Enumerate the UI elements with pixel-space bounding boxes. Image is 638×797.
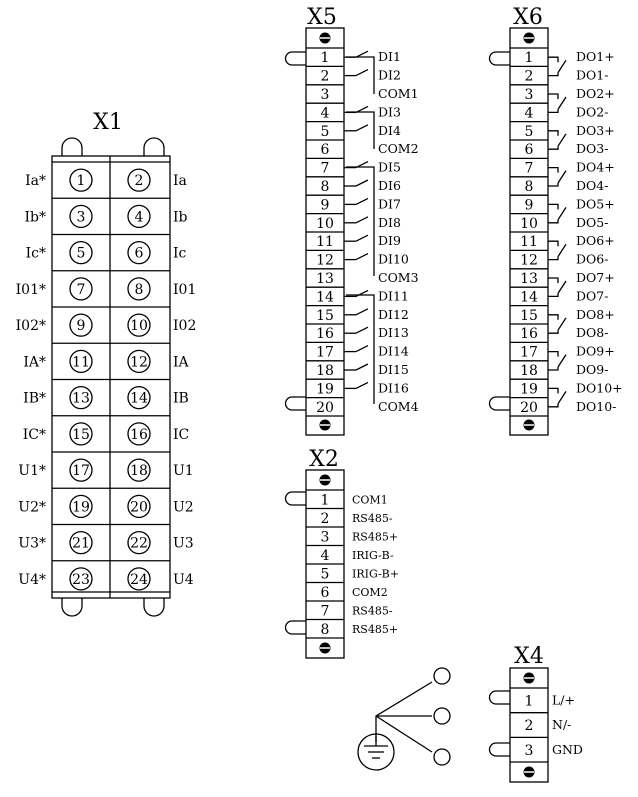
x1-label-22: U3 bbox=[173, 535, 194, 552]
x6-label-5: DO3+ bbox=[576, 122, 615, 138]
x5-screw-bottom bbox=[320, 420, 331, 431]
x5-pin-13: 13 bbox=[316, 271, 334, 287]
x1-pin-number-16: 16 bbox=[130, 426, 148, 443]
x1-label-8: I01 bbox=[173, 281, 197, 298]
x1-pin-number-2: 2 bbox=[134, 173, 144, 190]
x1-pin-number-22: 22 bbox=[130, 535, 148, 552]
x1-pin-number-21: 21 bbox=[72, 535, 90, 552]
x1-pin-number-17: 17 bbox=[72, 463, 90, 480]
x5-label-17: DI14 bbox=[378, 343, 409, 359]
x6-title: X6 bbox=[513, 5, 543, 30]
x6-label-9: DO5+ bbox=[576, 196, 615, 212]
x5-label-12: DI10 bbox=[378, 251, 409, 267]
x1-pin-number-13: 13 bbox=[72, 390, 90, 407]
x6-contact-5 bbox=[548, 204, 558, 209]
x6-pin-7: 7 bbox=[524, 160, 534, 177]
x5-screw-top bbox=[320, 33, 331, 44]
x6-clip-top bbox=[490, 52, 511, 65]
x6-label-6: DO3- bbox=[576, 141, 609, 157]
x6-rows bbox=[510, 49, 623, 416]
x2-pin-1: 1 bbox=[320, 492, 330, 509]
x1-title: X1 bbox=[93, 110, 123, 135]
x6-label-10: DO5- bbox=[576, 214, 609, 230]
x1-label-1: Ia* bbox=[25, 173, 46, 190]
x2-rows bbox=[306, 492, 399, 638]
x1-label-13: IB* bbox=[23, 390, 46, 407]
x5-label-13: COM3 bbox=[378, 270, 419, 285]
x5-pin-20: 20 bbox=[316, 399, 334, 416]
x1-label-20: U2 bbox=[173, 499, 194, 516]
x5-label-9: DI7 bbox=[378, 196, 401, 212]
x5-terminal-block bbox=[286, 5, 419, 435]
x5-pin-3: 3 bbox=[320, 87, 330, 103]
x6-contact-2 bbox=[548, 94, 558, 99]
x1-label-6: Ic bbox=[173, 245, 187, 262]
x5-pin-6: 6 bbox=[320, 142, 330, 159]
x6-terminal-block bbox=[490, 5, 623, 435]
x2-label-4: IRIG-B- bbox=[352, 548, 394, 562]
x6-contact-4 bbox=[548, 168, 558, 173]
x1-pin-number-24: 24 bbox=[130, 571, 148, 588]
x1-label-12: IA bbox=[173, 354, 189, 371]
x2-label-8: RS485+ bbox=[352, 622, 399, 636]
x6-label-1: DO1+ bbox=[576, 49, 615, 65]
x1-label-16: IC bbox=[173, 426, 190, 443]
x6-pin-14: 14 bbox=[520, 289, 538, 306]
x5-label-2: DI2 bbox=[378, 67, 401, 83]
x5-pin-7: 7 bbox=[320, 160, 330, 177]
x6-pin-17: 17 bbox=[520, 344, 538, 361]
x6-label-20: DO10- bbox=[576, 398, 617, 414]
x5-pin-11: 11 bbox=[316, 234, 334, 251]
x2-pin-6: 6 bbox=[320, 584, 330, 601]
x6-pin-16: 16 bbox=[520, 326, 538, 343]
x2-title: X2 bbox=[309, 447, 339, 472]
x2-clip-bottom bbox=[286, 621, 306, 634]
x5-pin-9: 9 bbox=[320, 197, 330, 214]
x6-label-16: DO8- bbox=[576, 325, 609, 341]
x5-pin-16: 16 bbox=[316, 326, 334, 343]
x4-pin-2: 2 bbox=[524, 718, 534, 735]
x5-label-16: DI13 bbox=[378, 325, 409, 341]
x6-label-18: DO9- bbox=[576, 362, 609, 377]
x5-label-4: DI3 bbox=[378, 104, 401, 120]
x2-pin-3: 3 bbox=[320, 529, 330, 546]
x6-label-13: DO7+ bbox=[576, 270, 615, 285]
x1-label-24: U4 bbox=[173, 571, 194, 588]
x4-screw-bottom bbox=[524, 767, 535, 778]
x6-pin-15: 15 bbox=[520, 307, 538, 324]
x1-label-11: IA* bbox=[23, 354, 46, 371]
x1-pin-number-19: 19 bbox=[72, 499, 90, 516]
x4-rows bbox=[510, 692, 583, 758]
x4-label-3: GND bbox=[552, 741, 583, 757]
x6-label-7: DO4+ bbox=[576, 159, 615, 175]
x1-pin-number-10: 10 bbox=[130, 318, 148, 335]
x2-pin-7: 7 bbox=[320, 603, 330, 620]
x1-ear-top-right bbox=[144, 138, 164, 156]
x2-terminal-block bbox=[286, 447, 399, 658]
x6-contact-6 bbox=[548, 241, 558, 246]
x4-screw-top bbox=[524, 673, 535, 684]
x2-label-3: RS485+ bbox=[352, 530, 399, 544]
x6-contact-10 bbox=[548, 388, 558, 393]
x5-pin-2: 2 bbox=[320, 68, 330, 85]
x6-contact-3 bbox=[548, 131, 558, 136]
x1-ear-top-left bbox=[62, 138, 82, 156]
x1-label-23: U4* bbox=[18, 571, 46, 588]
x1-body bbox=[52, 156, 170, 598]
x6-label-11: DO6+ bbox=[576, 233, 615, 249]
x6-contact-1 bbox=[548, 57, 558, 62]
ground-icon bbox=[358, 668, 450, 770]
x4-label-1: L/+ bbox=[552, 692, 575, 708]
x6-pin-11: 11 bbox=[520, 234, 538, 251]
x1-label-21: U3* bbox=[18, 535, 46, 552]
x6-pin-3: 3 bbox=[524, 87, 534, 103]
x1-label-19: U2* bbox=[18, 499, 46, 516]
x5-pin-5: 5 bbox=[320, 123, 330, 140]
x5-pin-1: 1 bbox=[320, 50, 330, 67]
x5-pin-17: 17 bbox=[316, 344, 334, 361]
x5-clip-top bbox=[286, 52, 306, 65]
x2-pin-4: 4 bbox=[320, 547, 330, 564]
x6-label-12: DO6- bbox=[576, 251, 609, 267]
x1-pin-number-12: 12 bbox=[130, 354, 148, 371]
x1-label-17: U1* bbox=[18, 463, 46, 480]
x6-screw-bottom bbox=[524, 420, 535, 431]
x6-label-4: DO2- bbox=[576, 104, 609, 120]
x4-terminal-block bbox=[490, 644, 583, 782]
x1-label-3: Ib* bbox=[24, 209, 46, 226]
x2-pin-5: 5 bbox=[320, 566, 330, 583]
x1-label-14: IB bbox=[173, 390, 189, 407]
x2-label-2: RS485- bbox=[352, 511, 393, 525]
x1-pin-number-3: 3 bbox=[76, 209, 86, 226]
x6-label-17: DO9+ bbox=[576, 343, 615, 359]
x5-label-1: DI1 bbox=[378, 49, 401, 65]
x5-pin-19: 19 bbox=[316, 381, 334, 398]
x5-label-11: DI9 bbox=[378, 233, 401, 249]
x1-pin-number-23: 23 bbox=[72, 571, 90, 588]
x1-rows bbox=[16, 169, 197, 590]
x6-pin-18: 18 bbox=[520, 363, 538, 379]
x1-pin-number-20: 20 bbox=[130, 499, 148, 516]
x5-label-15: DI12 bbox=[378, 306, 409, 322]
x1-pin-number-7: 7 bbox=[76, 281, 86, 298]
x1-label-15: IC* bbox=[22, 426, 46, 443]
x2-label-1: COM1 bbox=[352, 493, 388, 507]
x2-pin-8: 8 bbox=[320, 621, 330, 638]
x6-pin-8: 8 bbox=[524, 179, 534, 195]
x2-label-5: IRIG-B+ bbox=[352, 567, 399, 581]
x1-pin-number-15: 15 bbox=[72, 426, 90, 443]
x5-label-6: COM2 bbox=[378, 141, 419, 157]
x1-pin-number-14: 14 bbox=[130, 390, 148, 407]
x4-clip-bottom bbox=[490, 743, 511, 756]
x6-label-15: DO8+ bbox=[576, 306, 615, 322]
x6-label-19: DO10+ bbox=[576, 380, 623, 396]
x5-title: X5 bbox=[307, 5, 337, 30]
x2-clip-top bbox=[286, 492, 306, 505]
x6-pin-13: 13 bbox=[520, 271, 538, 287]
x1-label-7: I01* bbox=[15, 281, 46, 298]
x5-rows bbox=[306, 49, 419, 416]
x5-label-19: DI16 bbox=[378, 380, 409, 396]
x6-pin-2: 2 bbox=[524, 68, 534, 85]
x5-label-7: DI5 bbox=[378, 159, 401, 175]
x5-pin-15: 15 bbox=[316, 307, 334, 324]
x6-contact-7 bbox=[548, 278, 558, 283]
x5-clip-bottom bbox=[286, 397, 306, 410]
x5-label-10: DI8 bbox=[378, 214, 401, 230]
x1-ear-bottom-right bbox=[144, 598, 164, 616]
x6-screw-top bbox=[524, 33, 535, 44]
x1-pin-number-5: 5 bbox=[76, 245, 86, 262]
x1-pin-number-8: 8 bbox=[134, 281, 144, 298]
x2-screw-bottom bbox=[320, 643, 331, 654]
x2-screw-top bbox=[320, 475, 331, 486]
x6-contact-9 bbox=[548, 352, 558, 357]
x5-pin-8: 8 bbox=[320, 179, 330, 195]
x5-label-14: DI11 bbox=[378, 288, 409, 304]
x6-pin-12: 12 bbox=[520, 252, 538, 269]
x5-pin-4: 4 bbox=[320, 105, 330, 122]
x2-label-7: RS485- bbox=[352, 604, 393, 618]
x5-pin-14: 14 bbox=[316, 289, 334, 306]
x5-pin-10: 10 bbox=[316, 215, 334, 232]
x1-label-5: Ic* bbox=[25, 245, 46, 262]
x4-pin-1: 1 bbox=[524, 693, 534, 710]
x6-pin-20: 20 bbox=[520, 399, 538, 416]
x5-pin-12: 12 bbox=[316, 252, 334, 269]
x1-label-18: U1 bbox=[173, 463, 194, 480]
x6-contact-8 bbox=[548, 315, 558, 320]
x5-contacts bbox=[344, 51, 368, 388]
x1-label-2: Ia bbox=[173, 173, 187, 190]
x1-pin-number-1: 1 bbox=[76, 173, 86, 190]
x1-label-4: Ib bbox=[173, 209, 188, 226]
x6-pin-6: 6 bbox=[524, 142, 534, 159]
x6-label-2: DO1- bbox=[576, 67, 609, 83]
x1-pin-number-11: 11 bbox=[72, 354, 90, 371]
x5-pin-18: 18 bbox=[316, 363, 334, 379]
x4-title: X4 bbox=[514, 644, 544, 669]
x6-label-3: DO2+ bbox=[576, 86, 615, 101]
x1-terminal-block bbox=[16, 110, 197, 616]
x5-label-8: DI6 bbox=[378, 178, 401, 193]
x6-pin-1: 1 bbox=[524, 50, 534, 67]
x1-pin-number-9: 9 bbox=[76, 318, 86, 335]
x2-pin-2: 2 bbox=[320, 510, 330, 527]
x1-pin-number-18: 18 bbox=[130, 463, 148, 480]
x6-contacts bbox=[548, 57, 566, 407]
x6-label-14: DO7- bbox=[576, 288, 609, 304]
x5-label-3: COM1 bbox=[378, 86, 419, 101]
x1-pin-number-4: 4 bbox=[134, 209, 144, 226]
x5-label-20: COM4 bbox=[378, 398, 419, 414]
x2-label-6: COM2 bbox=[352, 585, 388, 599]
x5-label-18: DI15 bbox=[378, 362, 409, 377]
x4-label-2: N/- bbox=[552, 717, 572, 733]
x6-label-8: DO4- bbox=[576, 178, 609, 193]
x6-pin-19: 19 bbox=[520, 381, 538, 398]
x1-label-10: I02 bbox=[173, 318, 197, 335]
x4-pin-3: 3 bbox=[524, 742, 534, 759]
x6-clip-bottom bbox=[490, 397, 511, 410]
x1-pin-number-6: 6 bbox=[134, 245, 144, 262]
x6-pin-10: 10 bbox=[520, 215, 538, 232]
x6-pin-5: 5 bbox=[524, 123, 534, 140]
x4-clip-top bbox=[490, 691, 511, 704]
x5-label-5: DI4 bbox=[378, 122, 401, 138]
x1-ear-bottom-left bbox=[62, 598, 82, 616]
x1-label-9: I02* bbox=[15, 318, 46, 335]
x6-pin-9: 9 bbox=[524, 197, 534, 214]
x6-pin-4: 4 bbox=[524, 105, 534, 122]
